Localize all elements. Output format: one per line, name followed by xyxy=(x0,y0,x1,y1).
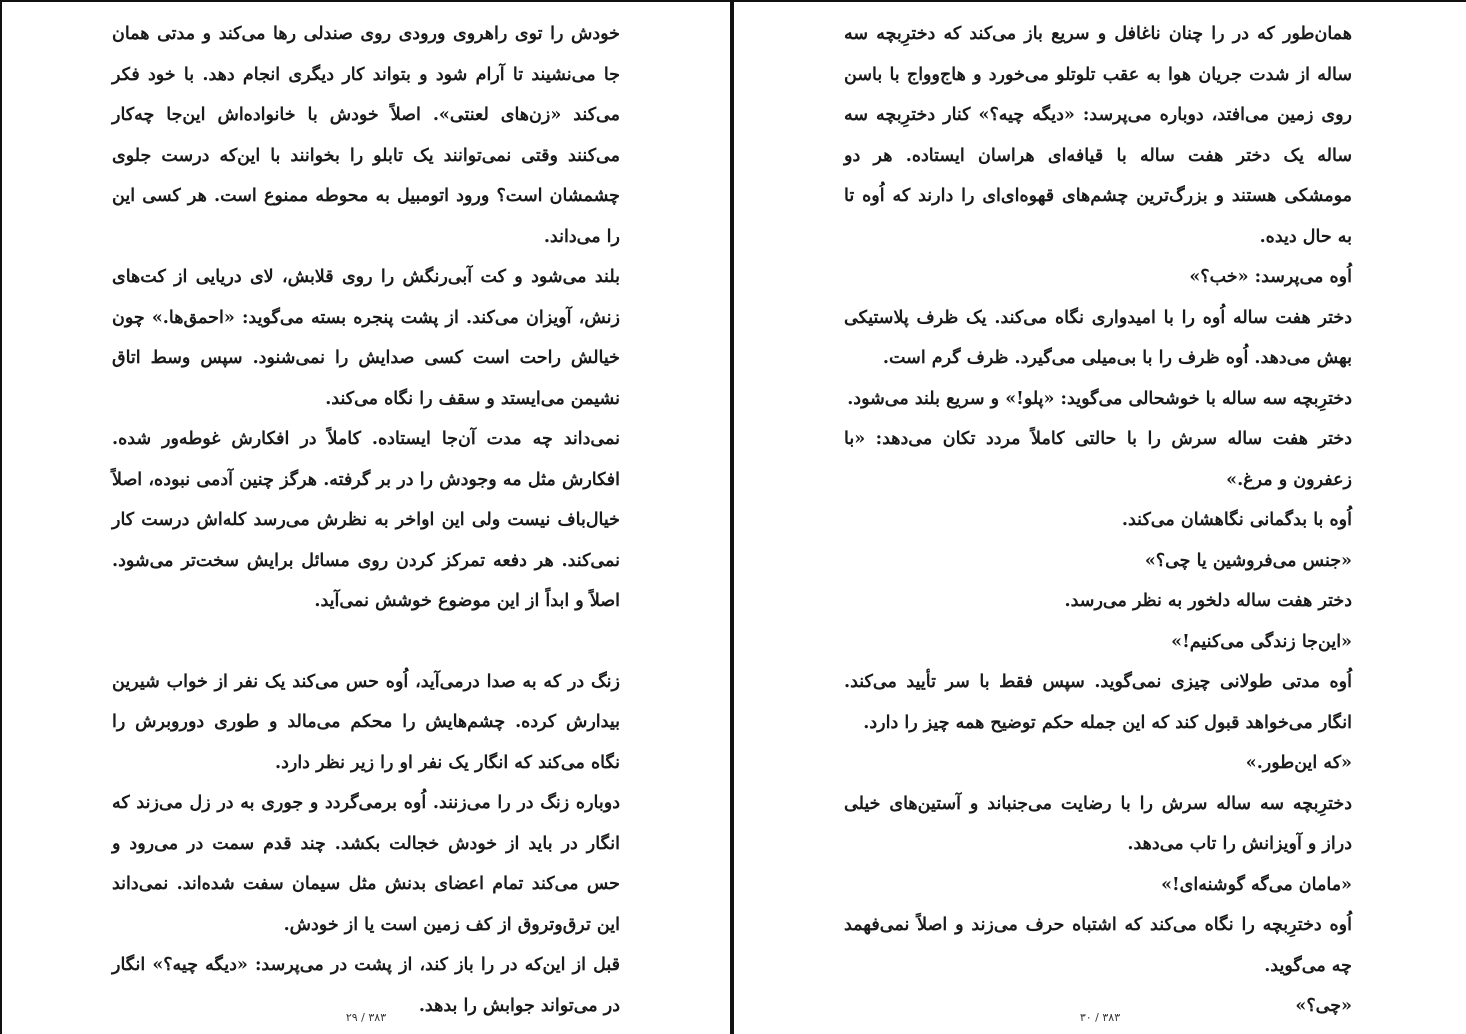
paragraph: نمی‌داند چه مدت آن‌جا ایستاده. کاملاً در افکارش غوطه‌ور شده. افکارش مثل مه وجودش را در بر گرفته. هرگز چنین آدمی نبوده، اصلاً خیال‌باف نیست ولی این اواخر به نظرش می‌رسد کله‌اش درست کار نمی‌کند. هر دفعه تمرکز کردن روی مسائل برایش سخت‌تر می‌شود. اصلاً و ابداً از این موضوع خوشش نمی‌آید. xyxy=(112,429,620,611)
paragraph: اُوه با بدگمانی نگاهشان می‌کند. xyxy=(1121,510,1352,530)
paragraph: دختر هفت ساله اُوه را با امیدواری نگاه می‌کند. یک ظرف پلاستیکی بهش می‌دهد. اُوه ظرف را با بی‌میلی می‌گیرد. ظرف گرم است. xyxy=(844,307,1352,368)
paragraph: «که این‌طور.» xyxy=(1245,753,1352,773)
paragraph: دخترِبچه سه ساله با خوشحالی می‌گوید: «پلو!» و سریع بلند می‌شود. xyxy=(847,388,1352,409)
paragraph: اُوه می‌پرسد: «خب؟» xyxy=(1189,267,1352,287)
paragraph: «چی؟» xyxy=(1295,996,1352,1016)
page-left xyxy=(0,2,730,1034)
page-right-text xyxy=(844,14,1352,1027)
paragraph: زنگ در که به صدا درمی‌آید، اُوه حس می‌کند یک نفر از خواب شیرین بیدارش کرده. چشم‌هایش را محکم می‌مالد و طوری دوروبرش را نگاه می‌کند که انگار یک نفر او را زیر نظر دارد. xyxy=(112,671,620,773)
paragraph: اُوه دخترِبچه را نگاه می‌کند که اشتباه حرف می‌زند و اصلاً نمی‌فهمد چه می‌گوید. xyxy=(844,915,1352,976)
paragraph: «این‌جا زندگی می‌کنیم!» xyxy=(1171,631,1352,652)
section-break xyxy=(112,622,620,662)
paragraph: دخترِبچه سه ساله سرش را با رضایت می‌جنباند و آستین‌های خیلی دراز و آویزانش را تاب می‌دهد. xyxy=(844,793,1352,854)
paragraph: قبل از این‌که در را باز کند، از پشت در می‌پرسد: «دیگه چیه؟» انگار در می‌تواند جوابش را بدهد. xyxy=(112,955,620,1016)
page-left-text xyxy=(112,14,620,1026)
page-number-right: ۳۸۳ / ۳۰ xyxy=(1079,1011,1121,1024)
page-right xyxy=(734,2,1466,1034)
paragraph: بلند می‌شود و کت آبی‌رنگش را روی قلابش، لای دریایی از کت‌های زنش، آویزان می‌کند. از پشت پنجره بسته می‌گوید: «احمق‌ها.» چون خیالش راحت است کسی صدایش را نمی‌شنود. سپس وسط اتاق نشیمن می‌ایستد و سقف را نگاه می‌کند. xyxy=(112,267,620,409)
paragraph: دوباره زنگ در را می‌زنند. اُوه برمی‌گردد و جوری به در زل می‌زند که انگار در باید از خودش خجالت بکشد. چند قدم سمت در می‌رود و حس می‌کند تمام اعضای بدنش مثل سیمان سفت شده‌اند. نمی‌داند این ترق‌وتروق از کف زمین است یا از خودش. xyxy=(112,793,620,935)
paragraph: دختر هفت ساله دلخور به نظر می‌رسد. xyxy=(1064,591,1352,611)
paragraph: اُوه مدتی طولانی چیزی نمی‌گوید. سپس فقط با سر تأیید می‌کند. انگار می‌خواهد قبول کند که این جمله حکم توضیح همه چیز را دارد. xyxy=(844,672,1352,733)
paragraph: «جنس می‌فروشین یا چی؟» xyxy=(1144,550,1352,571)
paragraph: همان‌طور که در را چنان ناغافل و سریع باز می‌کند که دخترِبچه سه ساله از شدت جریان هوا به عقب تلوتلو می‌خورد و هاج‌وواج با باسن روی زمین می‌افتد، دوباره می‌پرسد: «دیگه چیه؟» کنار دخترِبچه سه ساله یک دختر هفت ساله با قیافه‌ای هراسان ایستاده. هر دو مومشکی هستند و بزرگ‌ترین چشم‌های قهوه‌ای‌ای را دارند که اُوه تا به حال دیده. xyxy=(844,24,1352,247)
paragraph: «مامان می‌گه گوشنه‌ای!» xyxy=(1161,874,1352,895)
paragraph: خودش را توی راهروی ورودی روی صندلی رها می‌کند و مدتی همان جا می‌نشیند تا آرام شود و بتواند کار دیگری انجام دهد. با خود فکر می‌کند «زن‌های لعنتی». اصلاً خودش با خانواده‌اش این‌جا چه‌کار می‌کنند وقتی نمی‌توانند یک تابلو را بخوانند با این‌که درست جلوی چشمشان است؟ ورود اتومبیل به محوطه ممنوع است. هر کسی این را می‌داند. xyxy=(112,24,620,247)
paragraph: دختر هفت ساله سرش را با حالتی کاملاً مردد تکان می‌دهد: «با زعفرون و مرغ.» xyxy=(844,429,1352,490)
page-number-left: ۳۸۳ / ۲۹ xyxy=(345,1011,387,1024)
